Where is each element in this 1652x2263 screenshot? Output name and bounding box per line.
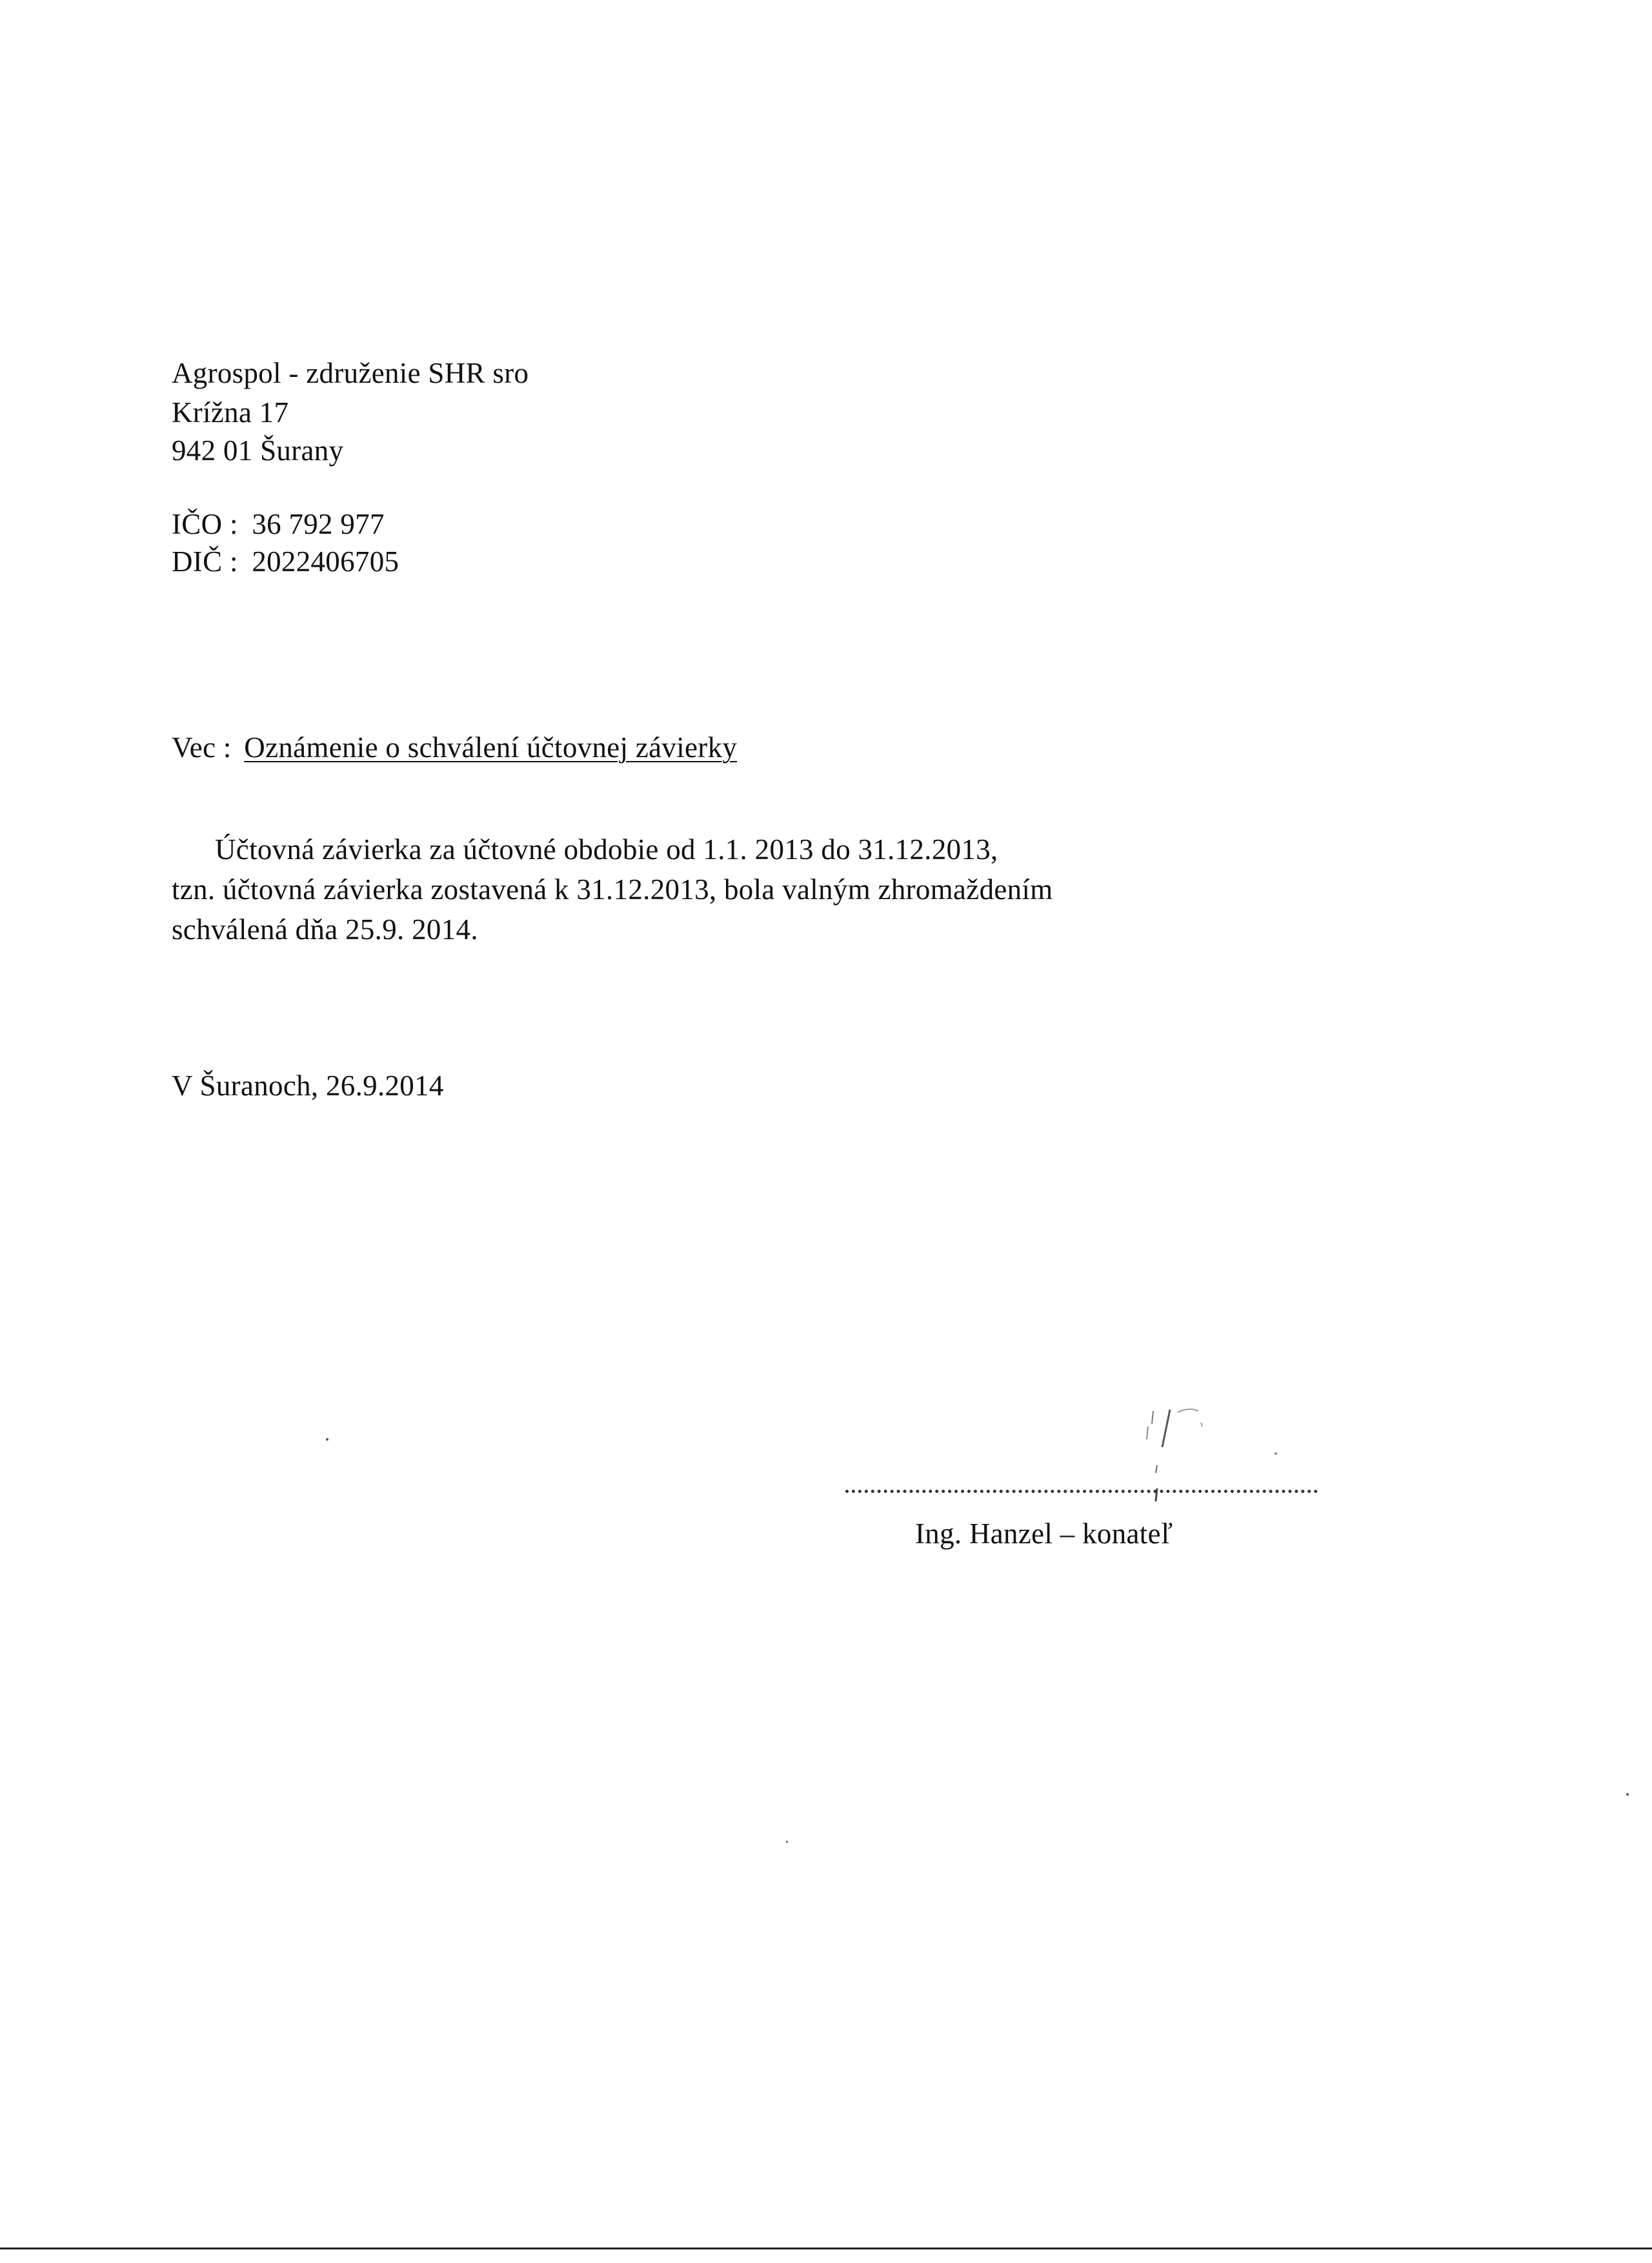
signatory-name: Ing. Hanzel – konateľ bbox=[915, 1517, 1173, 1550]
sender-street: Krížna 17 bbox=[172, 396, 289, 429]
ico-label: IČO : bbox=[172, 508, 238, 540]
subject-row bbox=[172, 733, 737, 762]
subject-label: Vec : bbox=[172, 731, 232, 764]
body-line-1: Účtovná závierka za účtovné obdobie od 1.1. 2013 do 31.12.2013, bbox=[215, 833, 998, 866]
sender-company: Agrospol - združenie SHR sro bbox=[172, 357, 529, 389]
subject-text: Oznámenie o schválení účtovnej závierky bbox=[244, 731, 738, 764]
scan-speck bbox=[326, 1438, 328, 1441]
dic-label: DIČ : bbox=[172, 545, 238, 578]
ico-value: 36 792 977 bbox=[252, 508, 385, 540]
ico-row bbox=[172, 510, 385, 539]
dic-value: 2022406705 bbox=[252, 545, 399, 578]
scan-bottom-edge bbox=[0, 2248, 1652, 2249]
body-line-3: schválená dňa 25.9. 2014. bbox=[172, 913, 478, 946]
scan-speck bbox=[786, 1841, 788, 1843]
place-date: V Šuranoch, 26.9.2014 bbox=[172, 1070, 444, 1102]
dic-row bbox=[172, 547, 399, 576]
body-line-2: tzn. účtovná závierka zostavená k 31.12.2013, bola valným zhromaždením bbox=[172, 873, 1053, 906]
signature-line bbox=[845, 1490, 1318, 1497]
scan-speck bbox=[1626, 1793, 1629, 1796]
sender-city: 942 01 Šurany bbox=[172, 434, 344, 467]
